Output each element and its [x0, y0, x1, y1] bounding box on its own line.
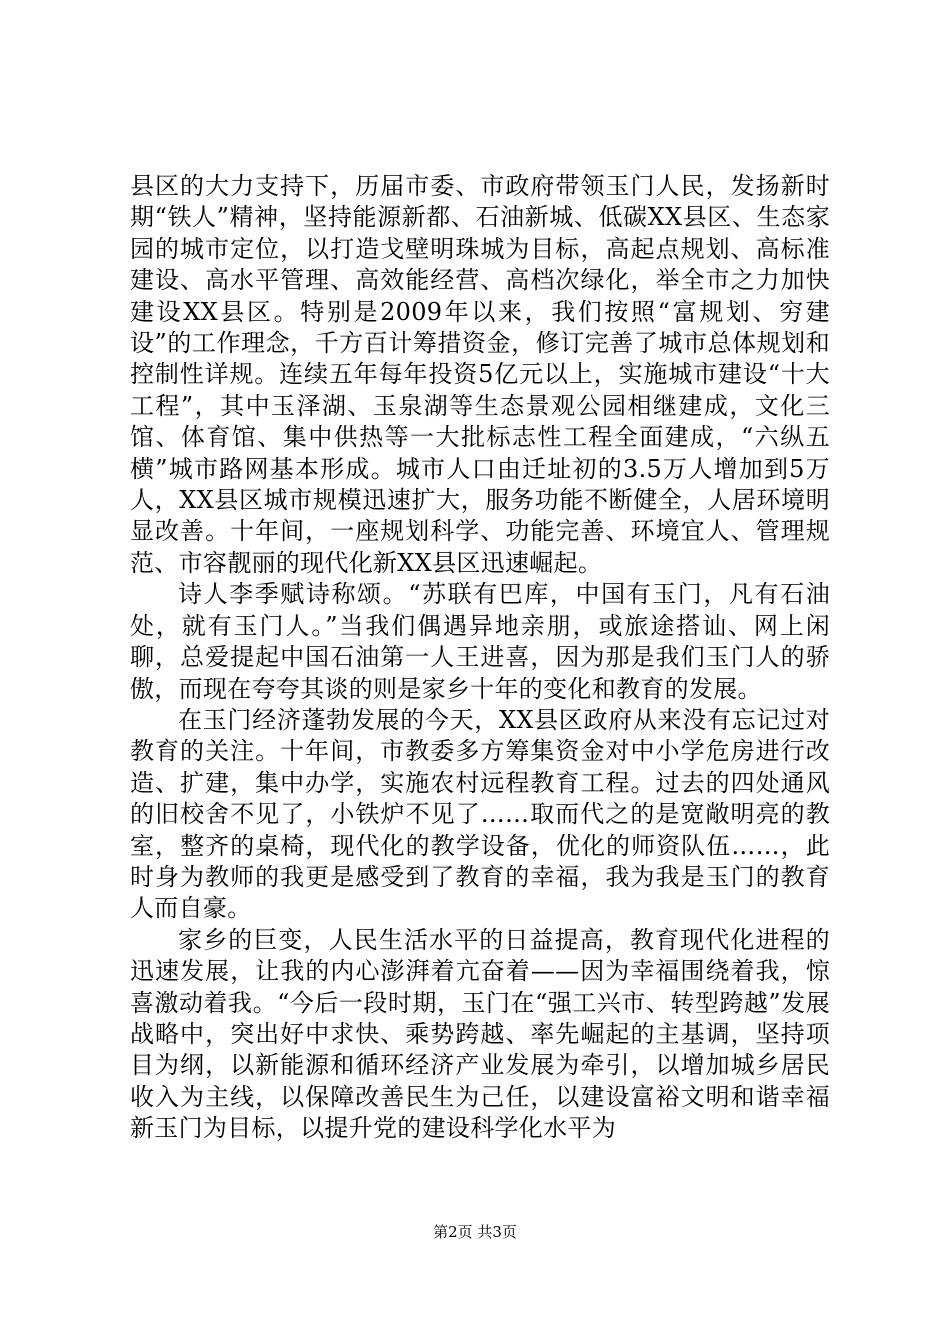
document-body [130, 171, 830, 1145]
page-number-footer: 第2页 共3页 [433, 1223, 517, 1241]
paragraph-hometown: 家乡的巨变，人民生活水平的日益提高，教育现代化进程的迅速发展，让我的内心澎湃着亢奋着——因为幸福围绕着我，惊喜激动着我。“今后一段时期，玉门在“强工兴市、转型跨越”发展战略中，突出好中求快、乘势跨越、率先崛起的主基调，坚持项目为纲，以新能源和循环经济产业发展为牵引，以增加城乡居民收入为主线，以保障改善民生为己任，以建设富裕文明和谐幸福新玉门为目标，以提升党的建设科学化水平为 [130, 925, 830, 1143]
paragraph-continued: 县区的大力支持下，历届市委、市政府带领玉门人民，发扬新时期“铁人”精神，坚持能源新都、石油新城、低碳XX县区、生态家园的城市定位，以打造戈壁明珠城为目标，高起点规划、高标准建设、高水平管理、高效能经营、高档次绿化，举全市之力加快建设XX县区。特别是2009年以来，我们按照“富规划、穷建设”的工作理念，千方百计筹措资金，修订完善了城市总体规划和控制性详规。连续五年每年投资5亿元以上，实施城市建设“十大工程”，其中玉泽湖、玉泉湖等生态景观公园相继建成，文化三馆、体育馆、集中供热等一大批标志性工程全面建成，“六纵五横”城市路网基本形成。城市人口由迁址初的3.5万人增加到5万人，XX县区城市规模迅速扩大，服务功能不断健全，人居环境明显改善。十年间，一座规划科学、功能完善、环境宜人、管理规范、市容靓丽的现代化新XX县区迅速崛起。 [130, 172, 830, 577]
paragraph-education: 在玉门经济蓬勃发展的今天，XX县区政府从来没有忘记过对教育的关注。十年间，市教委多方筹集资金对中小学危房进行改造、扩建，集中办学，实施农村远程教育工程。过去的四处通风的旧校舍不见了，小铁炉不见了……取而代之的是宽敞明亮的教室，整齐的桌椅，现代化的教学设备，优化的师资队伍……，此时身为教师的我更是感受到了教育的幸福，我为我是玉门的教育人而自豪。 [130, 705, 830, 923]
paragraph-poet: 诗人李季赋诗称颂。“苏联有巴库，中国有玉门，凡有石油处，就有玉门人。”当我们偶遇异地亲朋，或旅途搭讪、网上闲聊，总爱提起中国石油第一人王进喜，因为那是我们玉门人的骄傲，而现在夸夸其谈的则是家乡十年的变化和教育的发展。 [130, 580, 830, 703]
